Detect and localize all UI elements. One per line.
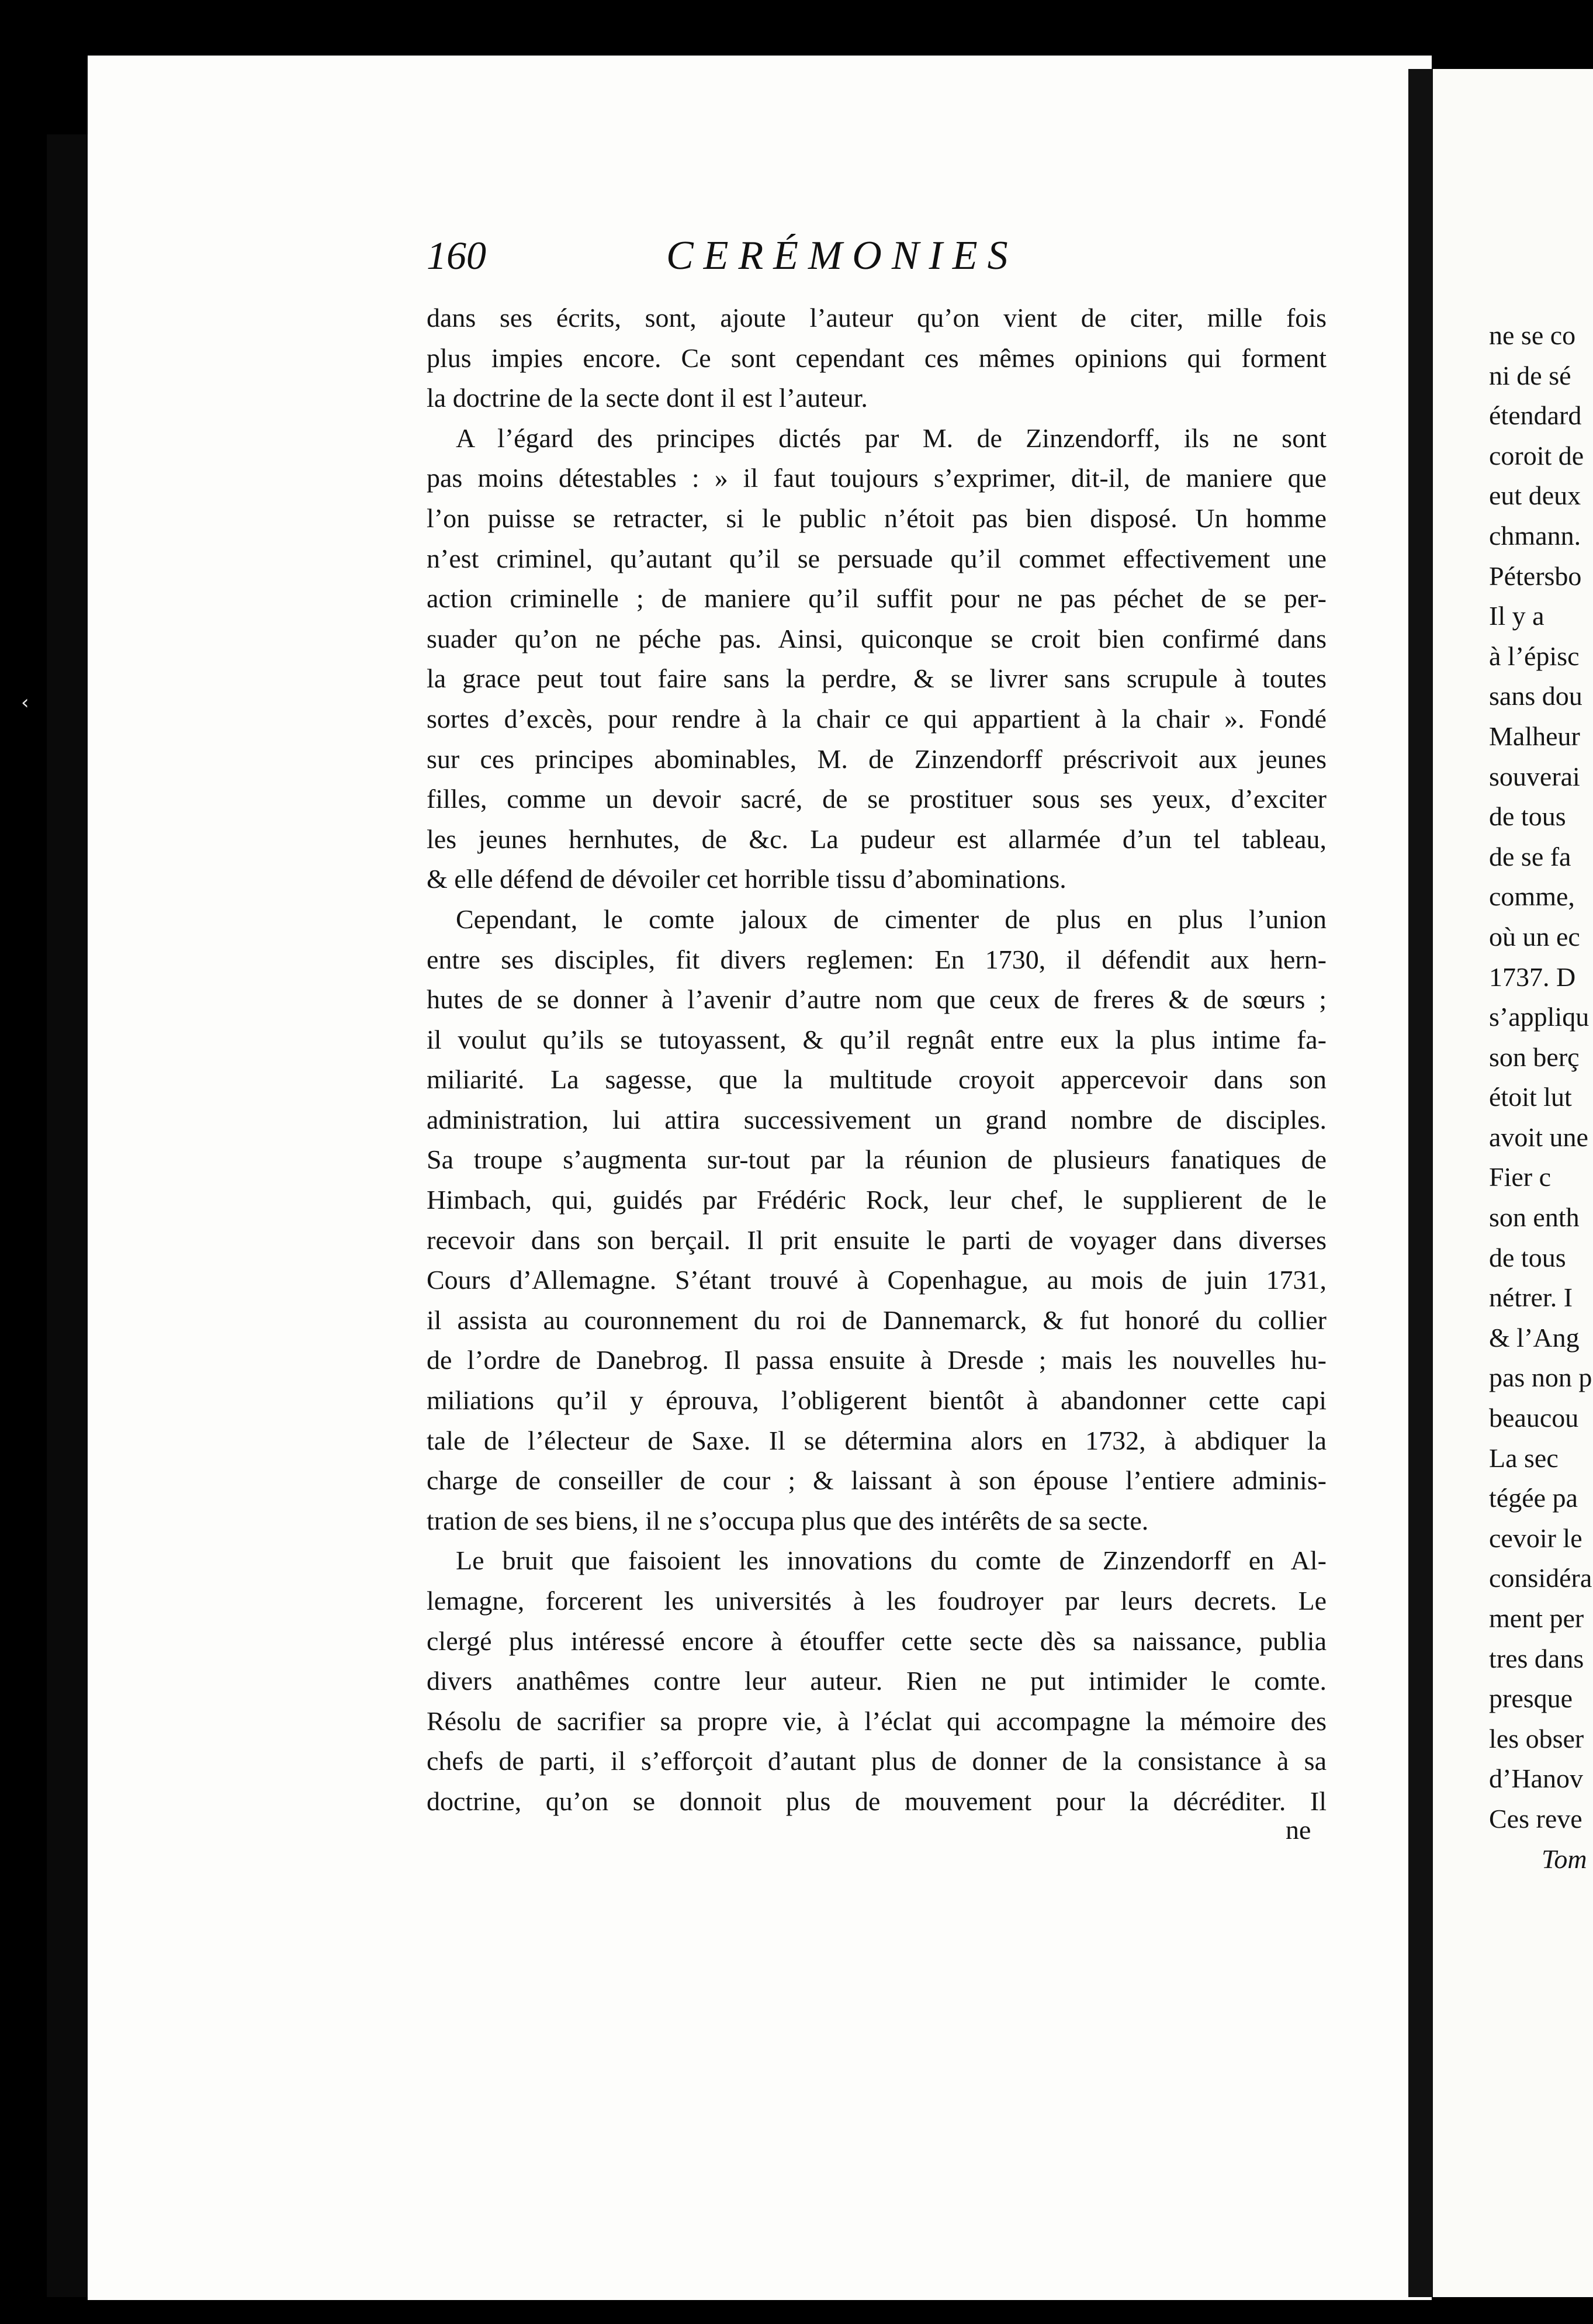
text-line: charge de conseiller de cour ; & laissant à son épouse l’entiere adminis- xyxy=(427,1465,1327,1496)
fragment-line: de tous xyxy=(1489,1242,1566,1272)
fragment-line: à l’épisc xyxy=(1489,641,1580,671)
fragment-line: avoit une xyxy=(1489,1122,1588,1152)
fragment-line: & l’Ang xyxy=(1489,1322,1580,1353)
text-line: de l’ordre de Danebrog. Il passa ensuite à Dresde ; mais les nouvelles hu- xyxy=(427,1345,1327,1375)
fragment-line: s’appliqu xyxy=(1489,1002,1589,1032)
text-line: clergé plus intéressé encore à étouffer cette secte dès sa naissance, publia xyxy=(427,1626,1327,1656)
fragment-line: Fier c xyxy=(1489,1162,1552,1192)
page-header xyxy=(427,233,1280,285)
fragment-line: étoit lut xyxy=(1489,1082,1572,1112)
running-head: CERÉMONIES xyxy=(666,233,1018,278)
text-line: plus impies encore. Ce sont cependant ces mêmes opinions qui forment xyxy=(427,343,1327,373)
fragment-line: Malheur xyxy=(1489,721,1580,751)
fragment-line: Pétersbo xyxy=(1489,561,1582,591)
page-body-text xyxy=(427,298,1327,1822)
text-line: la doctrine de la secte dont il est l’auteur. xyxy=(427,383,868,413)
text-line: chefs de parti, il s’efforçoit d’autant plus de donner de la consistance à sa xyxy=(427,1746,1327,1776)
text-line: Himbach, qui, guidés par Frédéric Rock, leur chef, le supplierent de le xyxy=(427,1185,1327,1215)
fragment-line: son berç xyxy=(1489,1042,1580,1072)
text-line: & elle défend de dévoiler cet horrible tissu d’abominations. xyxy=(427,864,1066,894)
text-line: la grace peut tout faire sans la perdre, & se livrer sans scrupule à toutes xyxy=(427,663,1327,694)
fragment-line: chmann. xyxy=(1489,520,1581,551)
fragment-line: eut deux xyxy=(1489,480,1581,511)
text-line: dans ses écrits, sont, ajoute l’auteur qu’on vient de citer, mille fois xyxy=(427,303,1327,333)
fragment-line: considéra xyxy=(1489,1563,1592,1593)
fragment-line: de tous xyxy=(1489,801,1566,832)
left-edge-arrow-mark: ‹ xyxy=(21,691,29,714)
fragment-line: coroit de xyxy=(1489,440,1584,471)
text-line: Résolu de sacrifier sa propre vie, à l’éclat qui accompagne la mémoire des xyxy=(427,1706,1327,1736)
text-line: Le bruit que faisoient les innovations du comte de Zinzendorff en Al- xyxy=(456,1545,1327,1576)
fragment-line: Il y a xyxy=(1489,601,1544,631)
text-line: suader qu’on ne péche pas. Ainsi, quiconque se croit bien confirmé dans xyxy=(427,623,1327,653)
fragment-line: La sec xyxy=(1489,1443,1559,1473)
fragment-line: de se fa xyxy=(1489,841,1571,872)
fragment-line: nétrer. I xyxy=(1489,1282,1573,1313)
fragment-line: presque xyxy=(1489,1683,1573,1714)
fragment-line: étendard xyxy=(1489,400,1582,431)
text-line: hutes de se donner à l’avenir d’autre nom que ceux de freres & de sœurs ; xyxy=(427,984,1327,1015)
text-line: il assista au couronnement du roi de Dannemarck, & fut honoré du collier xyxy=(427,1305,1327,1335)
fragment-line: ment per xyxy=(1489,1603,1584,1633)
fragment-line: souverai xyxy=(1489,761,1580,791)
fragment-line: pas non p xyxy=(1489,1362,1592,1393)
text-line: les jeunes hernhutes, de &c. La pudeur est allarmée d’un tel tableau, xyxy=(427,824,1327,854)
text-line: il voulut qu’ils se tutoyassent, & qu’il regnât entre eux la plus intime fa- xyxy=(427,1024,1327,1054)
fragment-line: Ces reve xyxy=(1489,1803,1582,1834)
fragment-line: ni de sé xyxy=(1489,360,1571,390)
fragment-line: où un ec xyxy=(1489,921,1580,952)
catchword: ne xyxy=(1286,1815,1311,1845)
text-line: sortes d’excès, pour rendre à la chair ce qui appartient à la chair ». Fondé xyxy=(427,703,1327,734)
text-line: l’on puisse se retracter, si le public n’étoit pas bien disposé. Un homme xyxy=(427,503,1327,533)
text-line: miliations qu’il y éprouva, l’obligerent bientôt à abandonner cette capi xyxy=(427,1385,1327,1416)
fragment-line: son enth xyxy=(1489,1202,1580,1233)
fragment-line: Tom xyxy=(1542,1844,1587,1874)
text-line: Cours d’Allemagne. S’étant trouvé à Copenhague, au mois de juin 1731, xyxy=(427,1265,1327,1295)
text-line: filles, comme un devoir sacré, de se prostituer sous ses yeux, d’exciter xyxy=(427,784,1327,814)
fragment-line: tégée pa xyxy=(1489,1483,1578,1513)
fragment-line: tres dans xyxy=(1489,1643,1584,1673)
text-line: Cependant, le comte jaloux de cimenter de plus en plus l’union xyxy=(456,904,1327,934)
text-line: tration de ses biens, il ne s’occupa plus que des intérêts de sa secte. xyxy=(427,1505,1149,1536)
text-line: divers anathêmes contre leur auteur. Rien ne put intimider le comte. xyxy=(427,1666,1327,1696)
text-line: doctrine, qu’on se donnoit plus de mouvement pour la décréditer. Il xyxy=(427,1786,1327,1816)
text-line: n’est criminel, qu’autant qu’il se persuade qu’il commet effectivement une xyxy=(427,543,1327,573)
fragment-line: comme, xyxy=(1489,881,1575,912)
book-binding-shadow xyxy=(47,134,88,2297)
text-line: recevoir dans son berçail. Il prit ensuite le parti de voyager dans diverses xyxy=(427,1225,1327,1255)
fragment-line: 1737. D xyxy=(1489,962,1576,992)
fragment-line: cevoir le xyxy=(1489,1523,1582,1553)
text-line: action criminelle ; de maniere qu’il suffit pour ne pas péchet de se per- xyxy=(427,583,1327,614)
fragment-line: ne se co xyxy=(1489,320,1576,350)
text-line: entre ses disciples, fit divers reglemen: En 1730, il défendit aux hern- xyxy=(427,944,1327,974)
fragment-line: d’Hanov xyxy=(1489,1763,1583,1794)
page-gutter xyxy=(1408,69,1433,2297)
fragment-line: beaucou xyxy=(1489,1403,1579,1433)
text-line: tale de l’électeur de Saxe. Il se détermina alors en 1732, à abdiquer la xyxy=(427,1425,1327,1455)
text-line: miliarité. La sagesse, que la multitude croyoit appercevoir dans son xyxy=(427,1064,1327,1095)
text-line: lemagne, forcerent les universités à les foudroyer par leurs decrets. Le xyxy=(427,1586,1327,1616)
page-number: 160 xyxy=(427,233,486,278)
text-line: A l’égard des principes dictés par M. de Zinzendorff, ils ne sont xyxy=(456,423,1327,453)
right-page-text xyxy=(1489,316,1592,1879)
fragment-line: sans dou xyxy=(1489,681,1582,711)
text-line: sur ces principes abominables, M. de Zinzendorff préscrivoit aux jeunes xyxy=(427,743,1327,774)
text-line: pas moins détestables : » il faut toujours s’exprimer, dit-il, de maniere que xyxy=(427,463,1327,493)
text-line: administration, lui attira successivement un grand nombre de disciples. xyxy=(427,1104,1327,1135)
text-line: Sa troupe s’augmenta sur-tout par la réunion de plusieurs fanatiques de xyxy=(427,1144,1327,1175)
fragment-line: les obser xyxy=(1489,1723,1584,1754)
